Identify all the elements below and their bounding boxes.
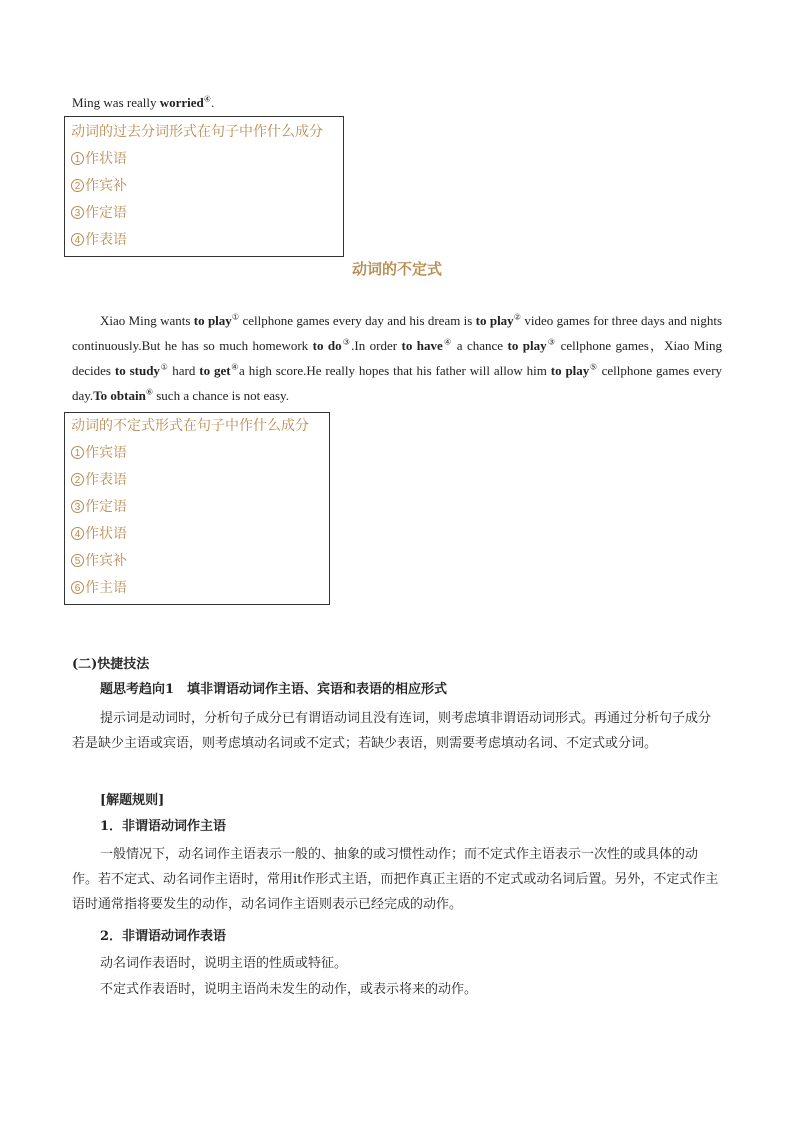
box-option: [71, 577, 127, 597]
box-option: [71, 550, 127, 570]
option-number: 3: [71, 206, 84, 219]
phrase-mark: ⑥: [145, 387, 153, 397]
option-text: 作宾补: [85, 178, 127, 194]
section2-heading: (二)快捷技法: [72, 657, 150, 672]
infinitive-box: [64, 412, 330, 605]
passage-text: such a chance is not easy.: [153, 388, 289, 403]
past-participle-box: [64, 116, 344, 257]
option-text: 作定语: [85, 499, 127, 515]
infinitive-phrase: to study: [114, 363, 160, 378]
passage-text: cellphone games every day.: [72, 363, 723, 403]
option-text: 作定语: [85, 205, 127, 221]
passage-text: a chance: [452, 338, 508, 353]
option-number: 2: [71, 473, 84, 486]
option-text: 作表语: [85, 472, 127, 488]
passage-paragraph: [72, 308, 722, 408]
rule1-text: 一般情况下，动名词作主语表示一般的、抽象的或习惯性动作；而不定式作主语表示一次性的或具体的动作。若不定式、动名词作主语时，常用it作形式主语，而把作真正主语的不定式或动名词后置。另外，不定式作主语时通常指将要发生的动作，动名词作主语则表示已经完成的动作。: [72, 847, 719, 912]
section2-subheading: 题思考趋向1 填非谓语动词作主语、宾语和表语的相应形式: [100, 682, 448, 697]
phrase-mark: ①: [159, 362, 169, 372]
option-text: 作宾语: [85, 445, 127, 461]
option-number: 4: [71, 527, 84, 540]
option-text: 作宾补: [85, 553, 127, 569]
option-text: 作状语: [85, 526, 127, 542]
box-option: [71, 442, 127, 462]
box-option: [71, 202, 127, 222]
rule2-paragraph-1: 动名词作表语时，说明主语的性质或特征。: [100, 956, 348, 971]
phrase-mark: ⑤: [589, 362, 598, 372]
passage-text: a high score.He really hopes that his father will allow him: [239, 363, 551, 378]
rule1-title: 1．非谓语动词作主语: [100, 819, 227, 834]
phrase-mark: ④: [230, 362, 240, 372]
phrase-mark: ②: [513, 312, 522, 322]
infinitive-phrase: to play: [507, 338, 547, 353]
infinitive-phrase: To obtain: [93, 388, 146, 403]
option-text: 作状语: [85, 151, 127, 167]
option-number: 2: [71, 179, 84, 192]
option-number: 4: [71, 233, 84, 246]
option-number: 5: [71, 554, 84, 567]
sentence-end: .: [210, 95, 215, 110]
option-number: 6: [71, 581, 84, 594]
box-option: [71, 229, 127, 249]
phrase-mark: ④: [442, 337, 453, 347]
infinitive-phrase: to play: [193, 313, 232, 328]
section-heading: 动词的不定式: [351, 260, 442, 278]
passage-text: cellphone games every day and his dream is: [239, 313, 476, 328]
phrase-mark: ③: [341, 337, 352, 347]
box-option: [71, 148, 127, 168]
box-title: 动词的过去分词形式在句子中作什么成分: [71, 124, 323, 140]
option-text: 作表语: [85, 232, 127, 248]
rules-label: [解题规则]: [100, 793, 165, 808]
box-option: [71, 469, 127, 489]
infinitive-phrase: to do: [312, 338, 342, 353]
passage-text: cellphone games，Xiao Ming decides: [72, 338, 723, 378]
phrase-mark: ③: [546, 337, 557, 347]
rule2-paragraph-2: 不定式作表语时，说明主语尚未发生的动作，或表示将来的动作。: [100, 982, 478, 997]
example-sentence: [72, 95, 214, 111]
sentence-mark: ④: [203, 94, 211, 104]
box-option: [71, 523, 127, 543]
infinitive-phrase: to get: [199, 363, 231, 378]
sentence-bold-word: worried: [159, 95, 204, 110]
infinitive-phrase: to play: [550, 363, 590, 378]
option-number: 3: [71, 500, 84, 513]
section2-paragraph: 提示词是动词时，分析句子成分已有谓语动词且没有连词，则考虑填非谓语动词形式。再通过分析句子成分若是缺少主语或宾语，则考虑填动名词或不定式；若缺少表语，则需要考虑填动名词、不定式或分词。: [72, 711, 712, 751]
passage-text: Xiao Ming wants: [100, 313, 194, 328]
option-text: 作主语: [85, 580, 127, 596]
box-option: [71, 175, 127, 195]
box-option: [71, 496, 127, 516]
infinitive-phrase: to have: [401, 338, 443, 353]
passage-text: hard: [168, 363, 200, 378]
passage-text: .In order: [351, 338, 402, 353]
passage-text: video games for three days and nights continuously.But he has so much homework: [72, 313, 723, 353]
rule2-title: 2．非谓语动词作表语: [100, 929, 227, 944]
infinitive-phrase: to play: [475, 313, 514, 328]
sentence-text: Ming was really: [72, 95, 160, 110]
option-number: 1: [71, 152, 84, 165]
box-title: 动词的不定式形式在句子中作什么成分: [71, 418, 309, 434]
option-number: 1: [71, 446, 84, 459]
phrase-mark: ①: [231, 312, 240, 322]
